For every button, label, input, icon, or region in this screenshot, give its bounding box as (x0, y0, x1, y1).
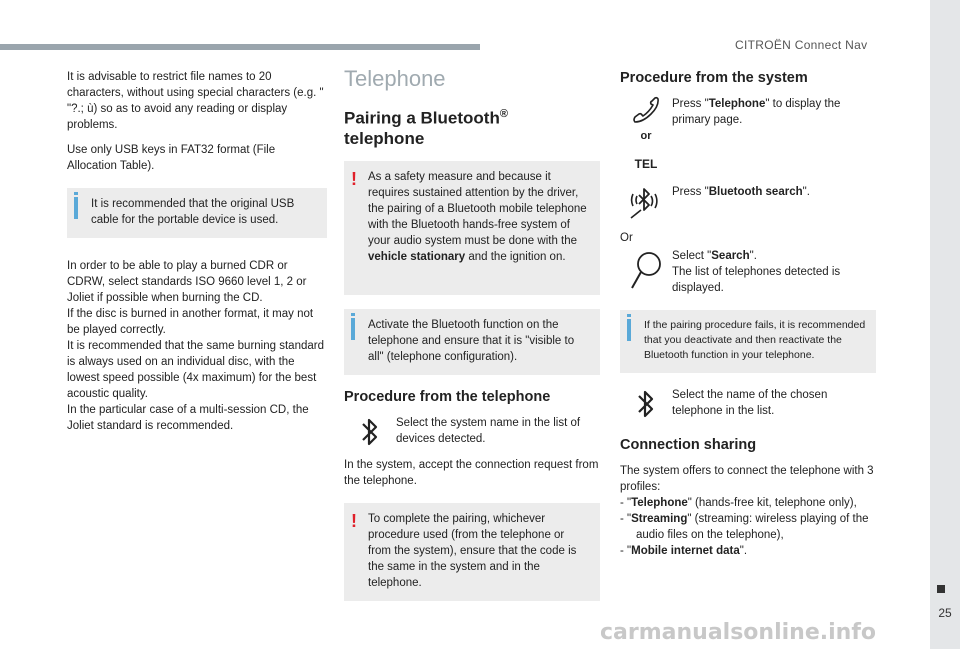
step-select-system (344, 415, 600, 449)
info-text: It is recommended that the original USB cable for the portable device is used. (91, 198, 295, 226)
item-bold: Streaming (631, 513, 688, 525)
step-text (672, 248, 876, 296)
procedure-system-title: Procedure from the system (620, 70, 808, 86)
paragraph-line: In order to be able to play a burned CDR or CDRW, select standards ISO 9660 level 1, 2 or Joliet if possible when burning the CD. (67, 260, 307, 304)
step-search (620, 248, 876, 296)
pairing-title (344, 104, 600, 149)
bluetooth-search-icon (625, 180, 667, 222)
info-box-usb (67, 188, 327, 238)
item-pre: - " (620, 497, 632, 509)
paragraph-line: If the disc is burned in another format, it may not be played correctly. (67, 308, 314, 336)
bluetooth-icon (359, 415, 381, 449)
warning-text: To complete the pairing, whichever procedure used (from the telephone or from the system), ensure that the code is the same in the system and in the telephone. (368, 512, 577, 589)
list-item (620, 543, 876, 559)
pairing-title-a: Pairing a Bluetooth (344, 108, 500, 128)
step-text (672, 96, 876, 128)
text-post: ". (749, 250, 757, 262)
text-bold: Bluetooth search (708, 186, 803, 198)
item-bold: Mobile internet data (631, 545, 740, 557)
cd-burning-advice (67, 258, 327, 434)
text-pre: Press " (672, 98, 709, 110)
usb-format-advice: Use only USB keys in FAT32 format (File Allocation Table). (67, 144, 276, 172)
watermark: carmanualsonline.info (600, 620, 876, 645)
connection-sharing-title: Connection sharing (620, 437, 757, 453)
warning-box-code (344, 503, 600, 601)
paragraph-line: It is recommended that the same burning standard is always used on an individual disc, with the lowest speed possible (4x maximum) for the best acoustic quality. (67, 340, 324, 400)
item-pre: - " (620, 513, 632, 525)
list-item (620, 495, 876, 511)
step-text: Select the name of the chosen telephone in the list. (672, 389, 828, 417)
bluetooth-icon (635, 387, 657, 421)
info-box-retry (620, 310, 876, 373)
item-post: ". (739, 545, 748, 557)
step-press-telephone (620, 96, 876, 172)
exclamation-icon: ! (351, 510, 357, 531)
item-bold: Telephone (631, 497, 688, 509)
tel-button-label: TEL (634, 157, 658, 171)
step-bluetooth-search (620, 180, 876, 222)
accept-request-text: In the system, accept the connection request from the telephone. (344, 458, 599, 487)
step-text (672, 180, 876, 200)
or-label: or (640, 130, 652, 142)
phone-handset-icon (631, 96, 661, 124)
warning-bold: vehicle stationary (368, 250, 466, 263)
item-pre: - " (620, 545, 632, 557)
or-text: Or (620, 232, 633, 244)
pairing-title-b: telephone (344, 128, 425, 148)
text-line2: The list of telephones detected is displayed. (672, 266, 841, 294)
info-bar-icon (74, 197, 78, 219)
text-bold: Search (711, 250, 750, 262)
profile-list (620, 495, 876, 559)
step-text: Select the system name in the list of devices detected. (396, 416, 581, 445)
header-bar (0, 44, 480, 50)
warning-text-end: and the ignition on. (465, 250, 566, 263)
item-post: " (streaming: wireless playing of the audio files on the telephone), (636, 513, 869, 541)
warning-text: As a safety measure and because it requires sustained attention by the driver, the pairing of a Bluetooth mobile telephone with the Bluetooth hands-free system of your audio system must be done with the (368, 170, 587, 247)
info-box-visibility (344, 309, 600, 375)
text-pre: Press " (672, 186, 709, 198)
item-post: " (hands-free kit, telephone only), (687, 497, 857, 509)
info-text: Activate the Bluetooth function on the telephone and ensure that it is "visible to all" (telephone configuration). (368, 318, 575, 363)
registered-mark: ® (499, 108, 508, 120)
column-right (620, 66, 876, 559)
column-middle (344, 66, 600, 615)
text-pre: Select " (672, 250, 712, 262)
procedure-phone-title: Procedure from the telephone (344, 388, 551, 405)
info-bar-icon (351, 318, 355, 340)
paragraph-line: In the particular case of a multi-session CD, the Joliet standard is recommended. (67, 404, 309, 432)
page-margin-strip (930, 0, 960, 649)
text-post: " to display the primary page. (672, 98, 841, 126)
text-bold: Telephone (708, 98, 766, 110)
info-text: If the pairing procedure fails, it is recommended that you deactivate and then reactivate the Bluetooth function in your telephone. (644, 319, 866, 361)
text-post: ". (802, 186, 810, 198)
page-number: 25 (938, 606, 952, 620)
info-bar-icon (627, 319, 631, 341)
column-left (67, 69, 327, 434)
list-item (620, 511, 876, 543)
sharing-intro: The system offers to connect the telephone with 3 profiles: (620, 465, 874, 493)
continue-marker (937, 585, 945, 593)
warning-box-safety (344, 161, 600, 295)
section-title: Telephone (344, 66, 446, 91)
exclamation-icon: ! (351, 168, 357, 189)
step-select-telephone (620, 387, 876, 421)
filename-advice: It is advisable to restrict file names to 20 characters, without using special characters (e.g. " "?.; ù) so as to avoid any reading or display problems. (67, 71, 324, 131)
magnifier-icon (629, 248, 663, 292)
brand-label: CITROËN Connect Nav (735, 38, 868, 52)
